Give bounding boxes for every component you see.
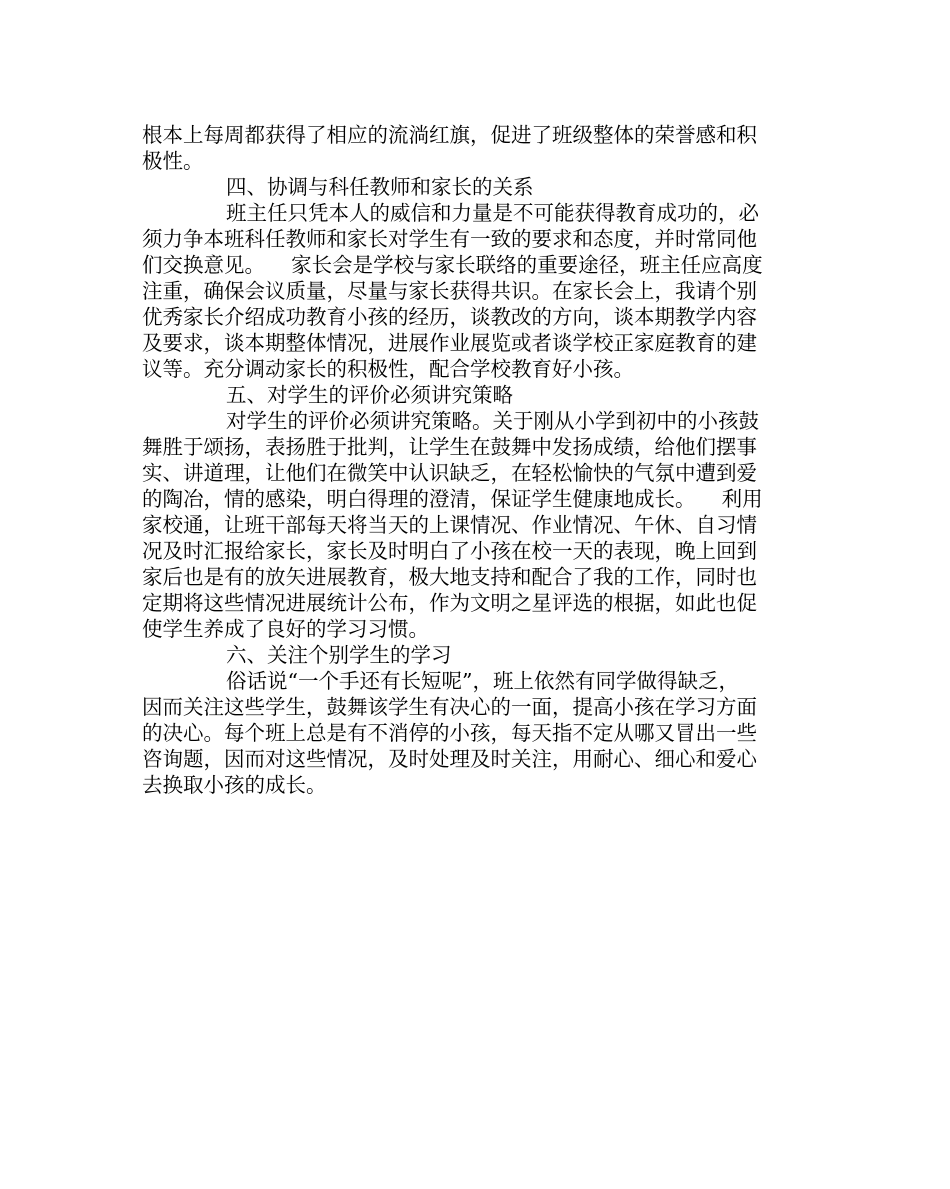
text-line: 定期将这些情况进展统计公布，作为文明之星评选的根据，如此也促	[142, 591, 757, 615]
text-line: 议等。充分调动家长的积极性，配合学校教育好小孩。	[142, 357, 634, 381]
text-line: 家校通，让班干部每天将当天的上课情况、作业情况、午休、自习情	[142, 513, 757, 537]
paragraph-start: 俗话说“一个手还有长短呢”，班上依然有同学做得缺乏，	[226, 669, 739, 693]
text-line: 况及时汇报给家长，家长及时明白了小孩在校一天的表现，晚上回到	[142, 539, 757, 563]
section-heading-4: 四、协调与科任教师和家长的关系	[226, 175, 534, 199]
text-line: 及要求，谈本期整体情况，进展作业展览或者谈学校正家庭教育的建	[142, 331, 757, 355]
text-line: 的决心。每个班上总是有不消停的小孩，每天指不定从哪又冒出一些	[142, 721, 757, 745]
section-heading-5: 五、对学生的评价必须讲究策略	[226, 383, 513, 407]
text-line: 咨询题，因而对这些情况，及时处理及时关注，用耐心、细心和爱心	[142, 747, 757, 771]
text-line: 们交换意见。 家长会是学校与家长联络的重要途径，班主任应高度	[142, 253, 763, 277]
text-line: 实、讲道理，让他们在微笑中认识缺乏，在轻松愉快的气氛中遭到爱	[142, 461, 757, 485]
text-line: 注重，确保会议质量，尽量与家长获得共识。在家长会上，我请个别	[142, 279, 757, 303]
paragraph-start: 班主任只凭本人的威信和力量是不可能获得教育成功的，必	[226, 201, 759, 225]
text-line: 舞胜于颂扬，表扬胜于批判，让学生在鼓舞中发扬成绩，给他们摆事	[142, 435, 757, 459]
text-line: 极性。	[142, 149, 204, 173]
text-line: 的陶冶，情的感染，明白得理的澄清，保证学生健康地成长。 利用	[142, 487, 763, 511]
text-line: 因而关注这些学生，鼓舞该学生有决心的一面，提高小孩在学习方面	[142, 695, 757, 719]
text-line: 根本上每周都获得了相应的流淌红旗，促进了班级整体的荣誉感和积	[142, 123, 757, 147]
text-line: 家后也是有的放矢进展教育，极大地支持和配合了我的工作，同时也	[142, 565, 757, 589]
text-line: 去换取小孩的成长。	[142, 773, 327, 797]
text-line: 使学生养成了良好的学习习惯。	[142, 617, 429, 641]
paragraph-start: 对学生的评价必须讲究策略。关于刚从小学到初中的小孩鼓	[226, 409, 759, 433]
text-line: 优秀家长介绍成功教育小孩的经历，谈教改的方向，谈本期教学内容	[142, 305, 757, 329]
section-heading-6: 六、关注个别学生的学习	[226, 643, 452, 667]
text-line: 须力争本班科任教师和家长对学生有一致的要求和态度，并时常同他	[142, 227, 757, 251]
document-body	[142, 122, 810, 798]
